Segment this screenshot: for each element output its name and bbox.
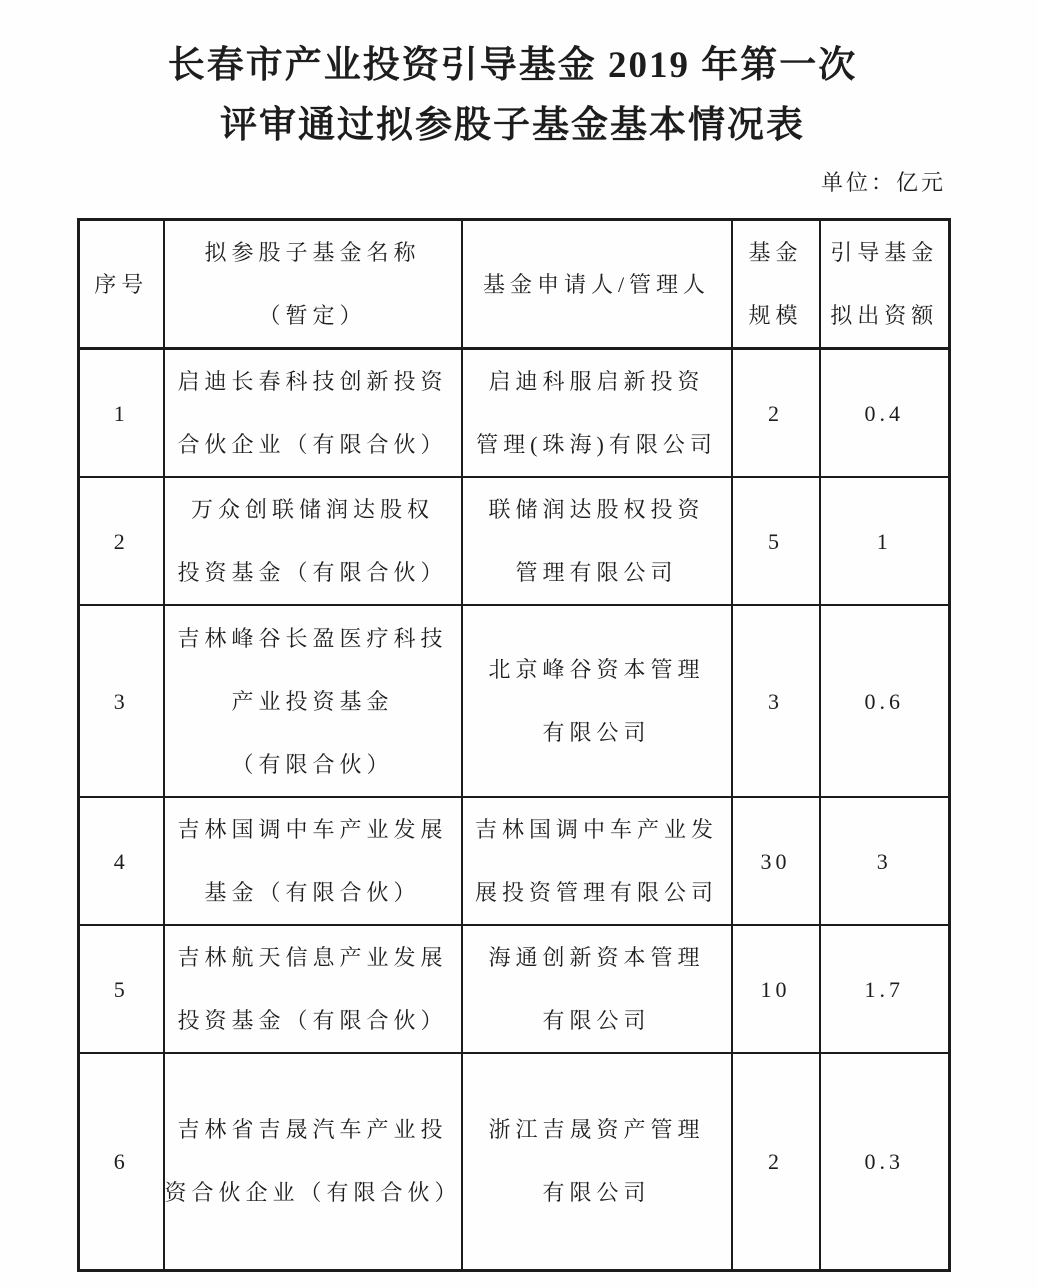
manager-cell [462,925,732,1053]
fund-scale-cell [732,797,820,925]
contribution-amount-cell [820,925,950,1053]
row-number: 3 [113,688,129,714]
fund-name-cell [164,605,462,797]
manager-cell [462,1053,732,1270]
manager-line: 启迪科服启新投资 [488,369,705,394]
table-row [79,1053,950,1270]
row-number-cell [79,1053,164,1270]
document-content [77,36,948,1272]
manager-line: 联储润达股权投资 [488,497,705,522]
fund-name-line: 万众创联储润达股权 [190,497,434,522]
table-header-row [79,220,950,349]
manager-cell [462,477,732,605]
fund-scale-cell [732,349,820,478]
header-col-manager [462,220,732,349]
unit-label: 单位：亿元 [820,170,946,195]
header-no-label: 序号 [94,271,149,297]
contribution-amount-cell [820,1053,950,1270]
header-fund-name-label: 拟参股子基金名称 [204,240,421,265]
fund-scale-value: 5 [768,528,783,554]
contribution-amount-cell [820,477,950,605]
fund-name-line: 基金（有限合伙） [204,880,421,905]
fund-name-line: 吉林航天信息产业发展 [177,945,448,970]
fund-name-line: 投资基金（有限合伙） [177,1008,448,1033]
fund-scale-cell [732,605,820,797]
fund-name-cell [164,797,462,925]
fund-scale-value: 2 [768,1148,783,1174]
header-col-no [79,220,164,349]
page-title-line2: 评审通过拟参股子基金基本情况表 [220,105,805,146]
contribution-amount-value: 0.6 [864,688,904,714]
fund-name-line: 产业投资基金 [231,688,394,714]
manager-line: 有限公司 [542,1180,651,1206]
header-scale-label-line1: 基金 [748,240,803,265]
fund-name-line: 投资基金（有限合伙） [177,560,448,585]
contribution-amount-cell [820,349,950,478]
fund-name-cell [164,925,462,1053]
fund-table [77,218,951,1272]
contribution-amount-cell [820,797,950,925]
contribution-amount-value: 3 [876,848,892,874]
manager-line: 海通创新资本管理 [488,945,705,970]
manager-line: 管理有限公司 [515,560,678,585]
contribution-amount-value: 0.4 [864,400,904,426]
header-col-scale [732,220,820,349]
row-number: 4 [113,848,129,874]
fund-scale-cell [732,477,820,605]
header-col-amount [820,220,950,349]
fund-scale-cell [732,1053,820,1270]
row-number-cell [79,349,164,478]
header-manager-label: 基金申请人/管理人 [482,271,711,297]
manager-line: 吉林国调中车产业发 [474,817,718,842]
manager-line: 北京峰谷资本管理 [488,657,705,682]
header-fund-name-sublabel: （暂定） [258,303,367,328]
row-number: 1 [113,400,129,426]
table-row [79,925,950,1053]
fund-scale-cell [732,925,820,1053]
row-number-cell [79,605,164,797]
manager-line: 浙江吉晟资产管理 [488,1117,705,1143]
fund-name-cell [164,477,462,605]
header-amount-label-line1: 引导基金 [830,240,939,265]
fund-scale-value: 2 [768,400,783,426]
fund-name-cell [164,1053,462,1270]
fund-name-line: 合伙企业（有限合伙） [177,432,448,457]
header-col-fund-name [164,220,462,349]
table-row [79,797,950,925]
fund-scale-value: 30 [760,848,791,874]
manager-line: 有限公司 [542,1008,651,1033]
row-number-cell [79,477,164,605]
fund-name-line: 吉林国调中车产业发展 [177,817,448,842]
fund-name-line: 资合伙企业（有限合伙） [164,1180,462,1206]
table-row [79,477,950,605]
row-number-cell [79,797,164,925]
row-number: 6 [113,1148,129,1174]
fund-name-line: （有限合伙） [231,751,394,777]
row-number: 5 [113,976,129,1002]
row-number-cell [79,925,164,1053]
contribution-amount-value: 0.3 [864,1148,904,1174]
manager-cell [462,605,732,797]
fund-name-line: 启迪长春科技创新投资 [177,369,448,394]
fund-name-cell [164,349,462,478]
contribution-amount-value: 1 [876,528,892,554]
row-number: 2 [113,528,129,554]
fund-scale-value: 10 [760,976,791,1002]
header-scale-label-line2: 规模 [748,303,803,328]
table-row [79,605,950,797]
contribution-amount-value: 1.7 [864,976,904,1002]
manager-line: 展投资管理有限公司 [474,880,718,905]
fund-name-line: 吉林峰谷长盈医疗科技 [177,625,448,651]
fund-scale-value: 3 [768,688,783,714]
contribution-amount-cell [820,605,950,797]
manager-line: 有限公司 [542,720,651,745]
header-amount-label-line2: 拟出资额 [830,303,939,328]
manager-line: 管理(珠海)有限公司 [476,432,717,457]
table-row [79,349,950,478]
page-title-line1: 长春市产业投资引导基金 2019 年第一次 [167,45,858,86]
fund-name-line: 吉林省吉晟汽车产业投 [177,1117,448,1143]
manager-cell [462,797,732,925]
manager-cell [462,349,732,478]
